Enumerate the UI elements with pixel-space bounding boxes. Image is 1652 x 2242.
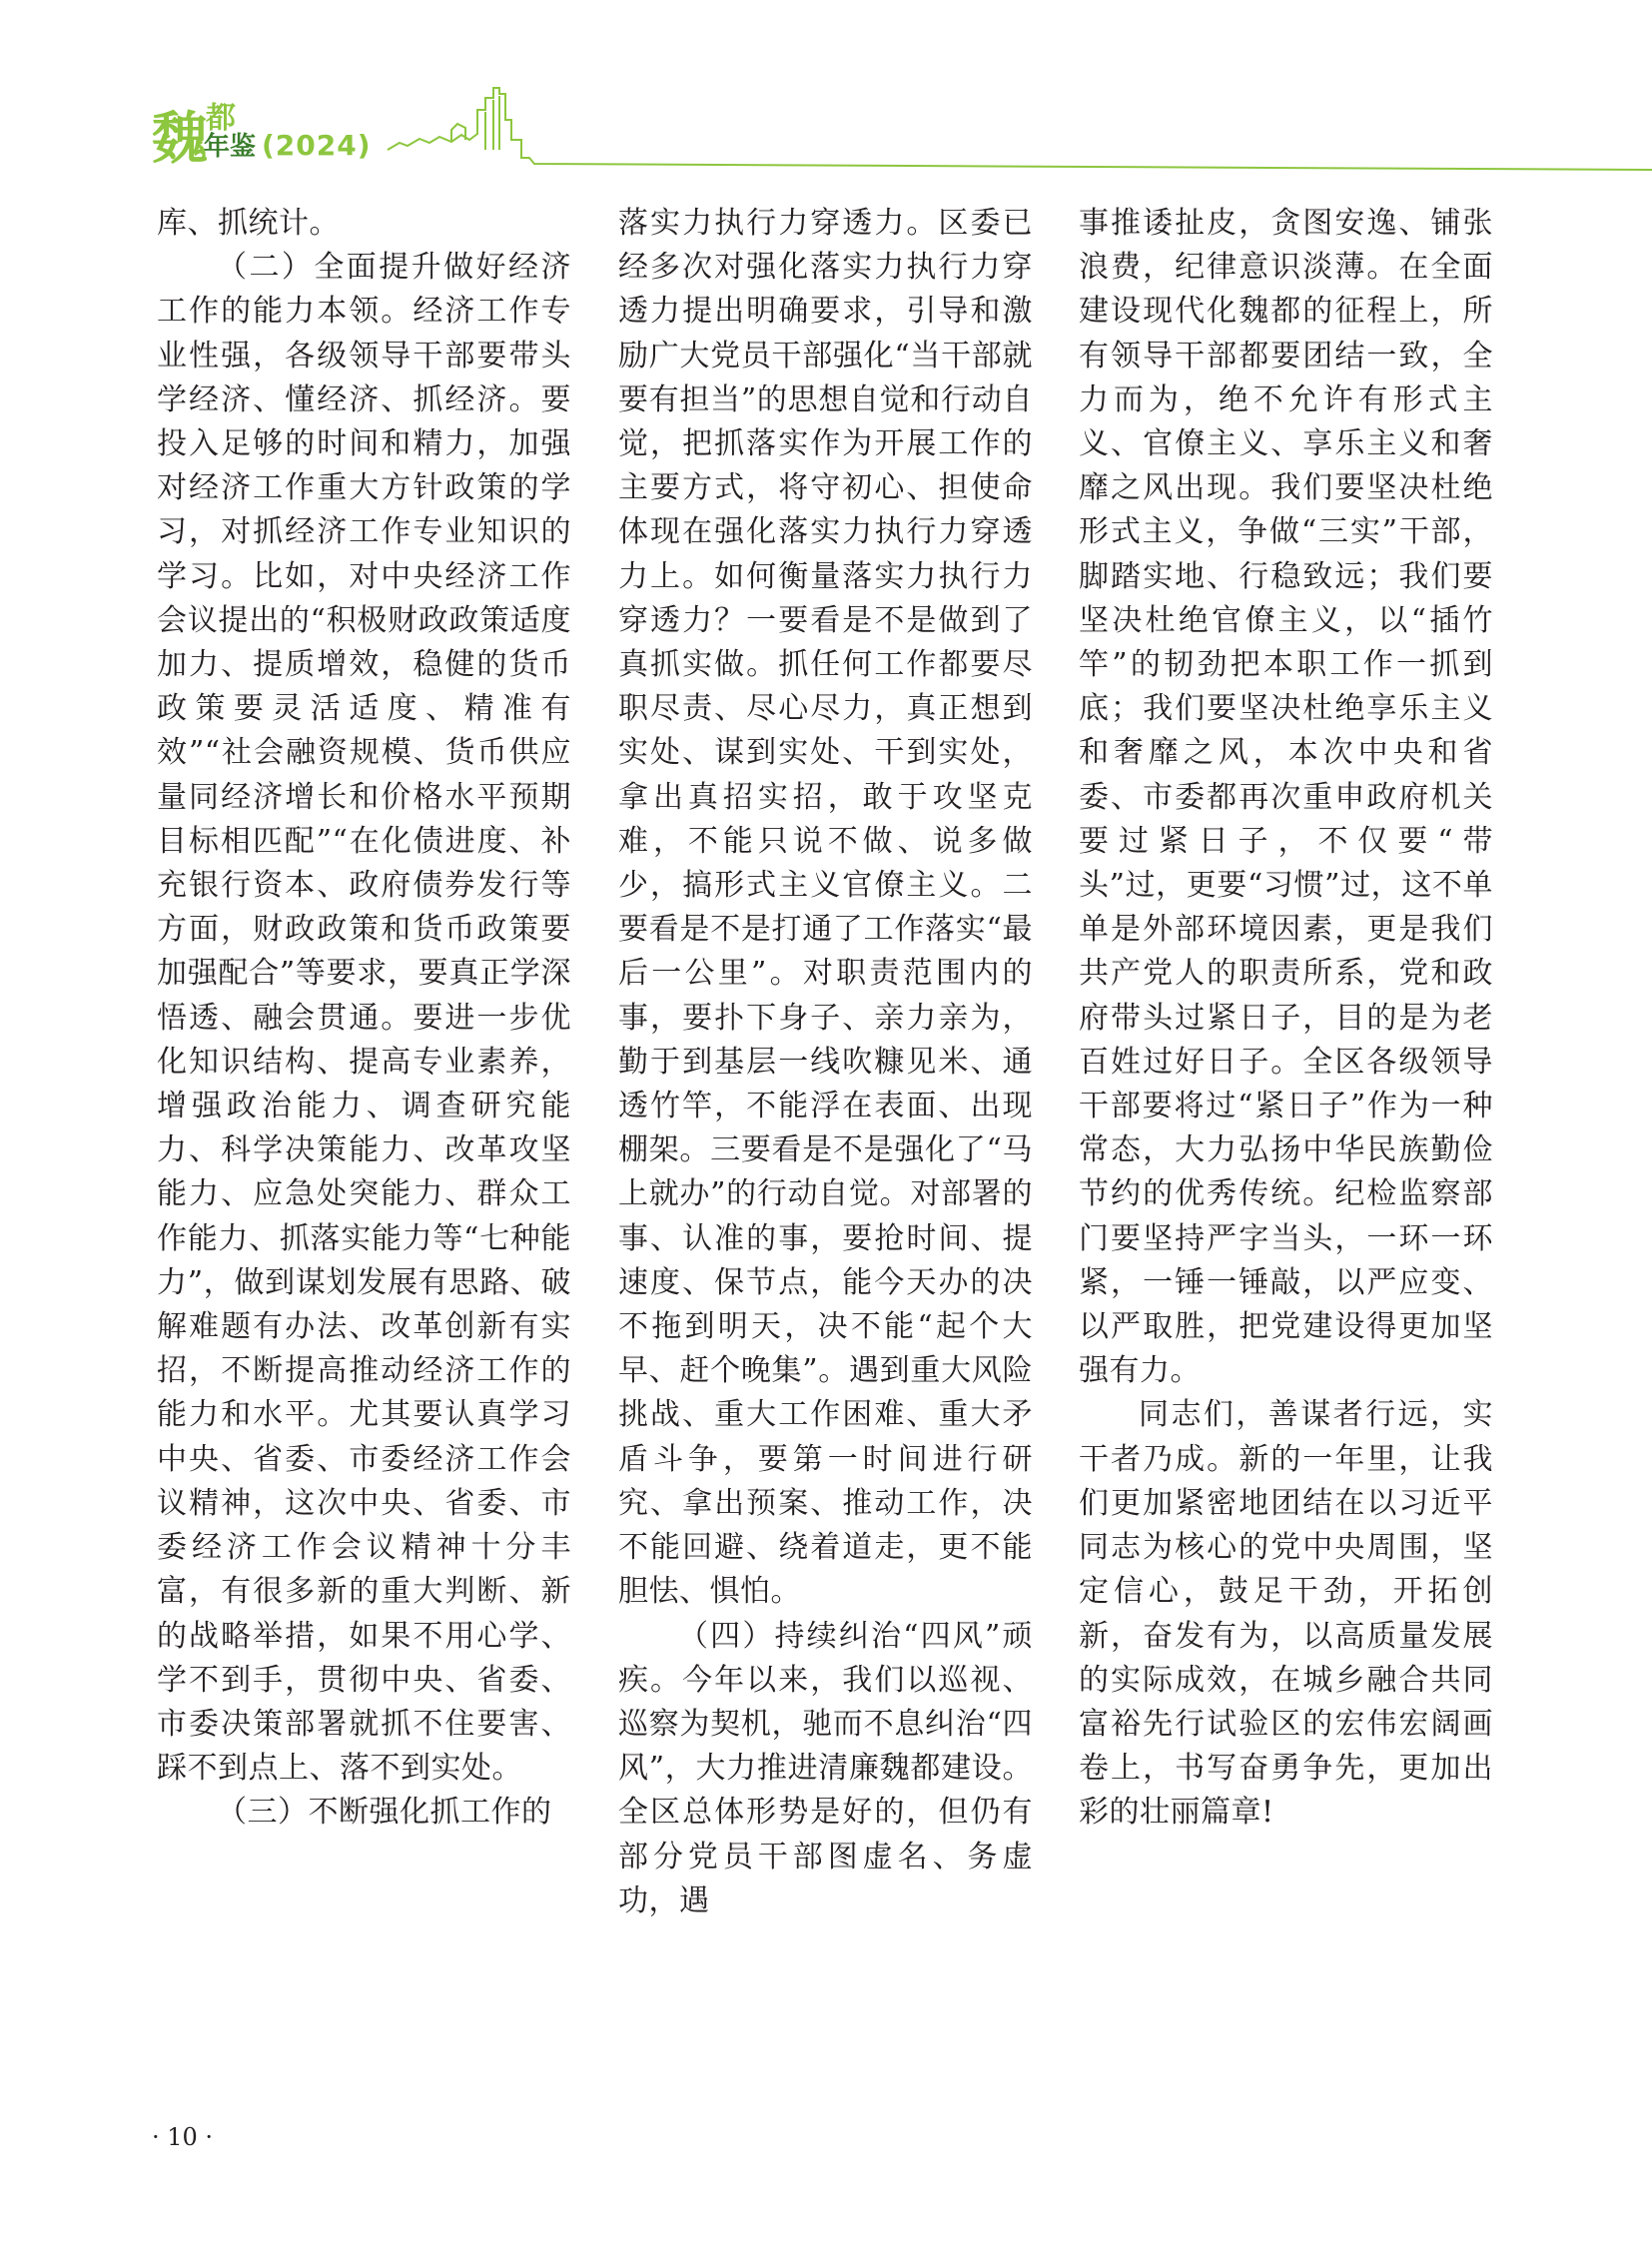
- paragraph: （三）不断强化抓工作的: [217, 1795, 552, 1831]
- text-column-3: [1079, 202, 1493, 1836]
- page-number: · 10 ·: [152, 2123, 214, 2151]
- text-column-2: [618, 202, 1033, 1923]
- paragraph: 库、抓统计。: [157, 206, 340, 241]
- running-header: [0, 0, 1652, 180]
- paragraph: （四）持续纠治“四风”顽疾。今年以来，我们以巡视、巡察为契机，驰而不息纠治“四风”，大力推进清廉魏都建设。全区总体形势是好的，但仍有部分党员干部图虚名、务虚功，遇: [618, 1618, 1033, 1918]
- paragraph: 事推诿扯皮，贪图安逸、铺张浪费，纪律意识淡薄。在全面建设现代化魏都的征程上，所有领导干部都要团结一致，全力而为，绝不允许有形式主义、官僚主义、享乐主义和奢靡之风出现。我们要坚决杜绝形式主义，争做“三实”干部，脚踏实地、行稳致远；我们要坚决杜绝官僚主义，以“插竹竿”的韧劲把本职工作一抓到底；我们要坚决杜绝享乐主义和奢靡之风，本次中央和省委、市委都再次重申政府机关要过紧日子，不仅要“带头”过，更要“习惯”过，这不单单是外部环境因素，更是我们共产党人的职责所系，党和政府带头过紧日子，目的是为老百姓过好日子。全区各级领导干部要将过“紧日子”作为一种常态，大力弘扬中华民族勤俭节约的优秀传统。纪检监察部门要坚持严字当头，一环一环紧，一锤一锤敲，以严应变、以严取胜，把党建设得更加坚强有力。: [1079, 206, 1493, 1389]
- paragraph: 落实力执行力穿透力。区委已经多次对强化落实力执行力穿透力提出明确要求，引导和激励广大党员干部强化“当干部就要有担当”的思想自觉和行动自觉，把抓落实作为开展工作的主要方式，将守初心、担使命体现在强化落实力执行力穿透力上。如何衡量落实力执行力穿透力？一要看是不是做到了真抓实做。抓任何工作都要尽职尽责、尽心尽力，真正想到实处、谋到实处、干到实处，拿出真招实招，敢于攻坚克难，不能只说不做、说多做少，搞形式主义官僚主义。二要看是不是打通了工作落实“最后一公里”。对职责范围内的事，要扑下身子、亲力亲为，勤于到基层一线吹糠见米、通透竹竿，不能浮在表面、出现棚架。三要看是不是强化了“马上就办”的行动自觉。对部署的事、认准的事，要抢时间、提速度、保节点，能今天办的决不拖到明天，决不能“起个大早、赶个晚集”。遇到重大风险挑战、重大工作困难、重大矛盾斗争，要第一时间进行研究、拿出预案、推动工作，决不能回避、绕着道走，更不能胆怯、惧怕。: [618, 206, 1033, 1610]
- logo-yearbook-label: 年鉴: [204, 132, 257, 162]
- paragraph: 同志们，善谋者行远，实干者乃成。新的一年里，让我们更加紧密地团结在以习近平同志为核心的党中央周围，坚定信心，鼓足干劲，开拓创新，奋发有为，以高质量发展的实际成效，在城乡融合共同富裕先行试验区的宏伟宏阔画卷上，书写奋勇争先，更加出彩的壮丽篇章!: [1079, 1397, 1493, 1831]
- logo-year: (2024): [262, 129, 372, 162]
- text-column-1: [157, 202, 571, 1836]
- logo-du-char: 都: [206, 101, 236, 136]
- logo-wei-char: 魏: [152, 107, 208, 172]
- paragraph: （二）全面提升做好经济工作的能力本领。经济工作专业性强，各级领导干部要带头学经济、懂经济、抓经济。要投入足够的时间和精力，加强对经济工作重大方针政策的学习，对抓经济工作专业知识的学习。比如，对中央经济工作会议提出的“积极财政政策适度加力、提质增效，稳健的货币政策要灵活适度、精准有效”“社会融资规模、货币供应量同经济增长和价格水平预期目标相匹配”“在化债进度、补充银行资本、政府债券发行等方面，财政政策和货币政策要加强配合”等要求，要真正学深悟透、融会贯通。要进一步优化知识结构、提高专业素养，增强政治能力、调查研究能力、科学决策能力、改革攻坚能力、应急处突能力、群众工作能力、抓落实能力等“七种能力”，做到谋划发展有思路、破解难题有办法、改革创新有实招，不断提高推动经济工作的能力和水平。尤其要认真学习中央、省委、市委经济工作会议精神，这次中央、省委、市委经济工作会议精神十分丰富，有很多新的重大判断、新的战略举措，如果不用心学、学不到手，贯彻中央、省委、市委决策部署就抓不住要害、踩不到点上、落不到实处。: [157, 250, 571, 1787]
